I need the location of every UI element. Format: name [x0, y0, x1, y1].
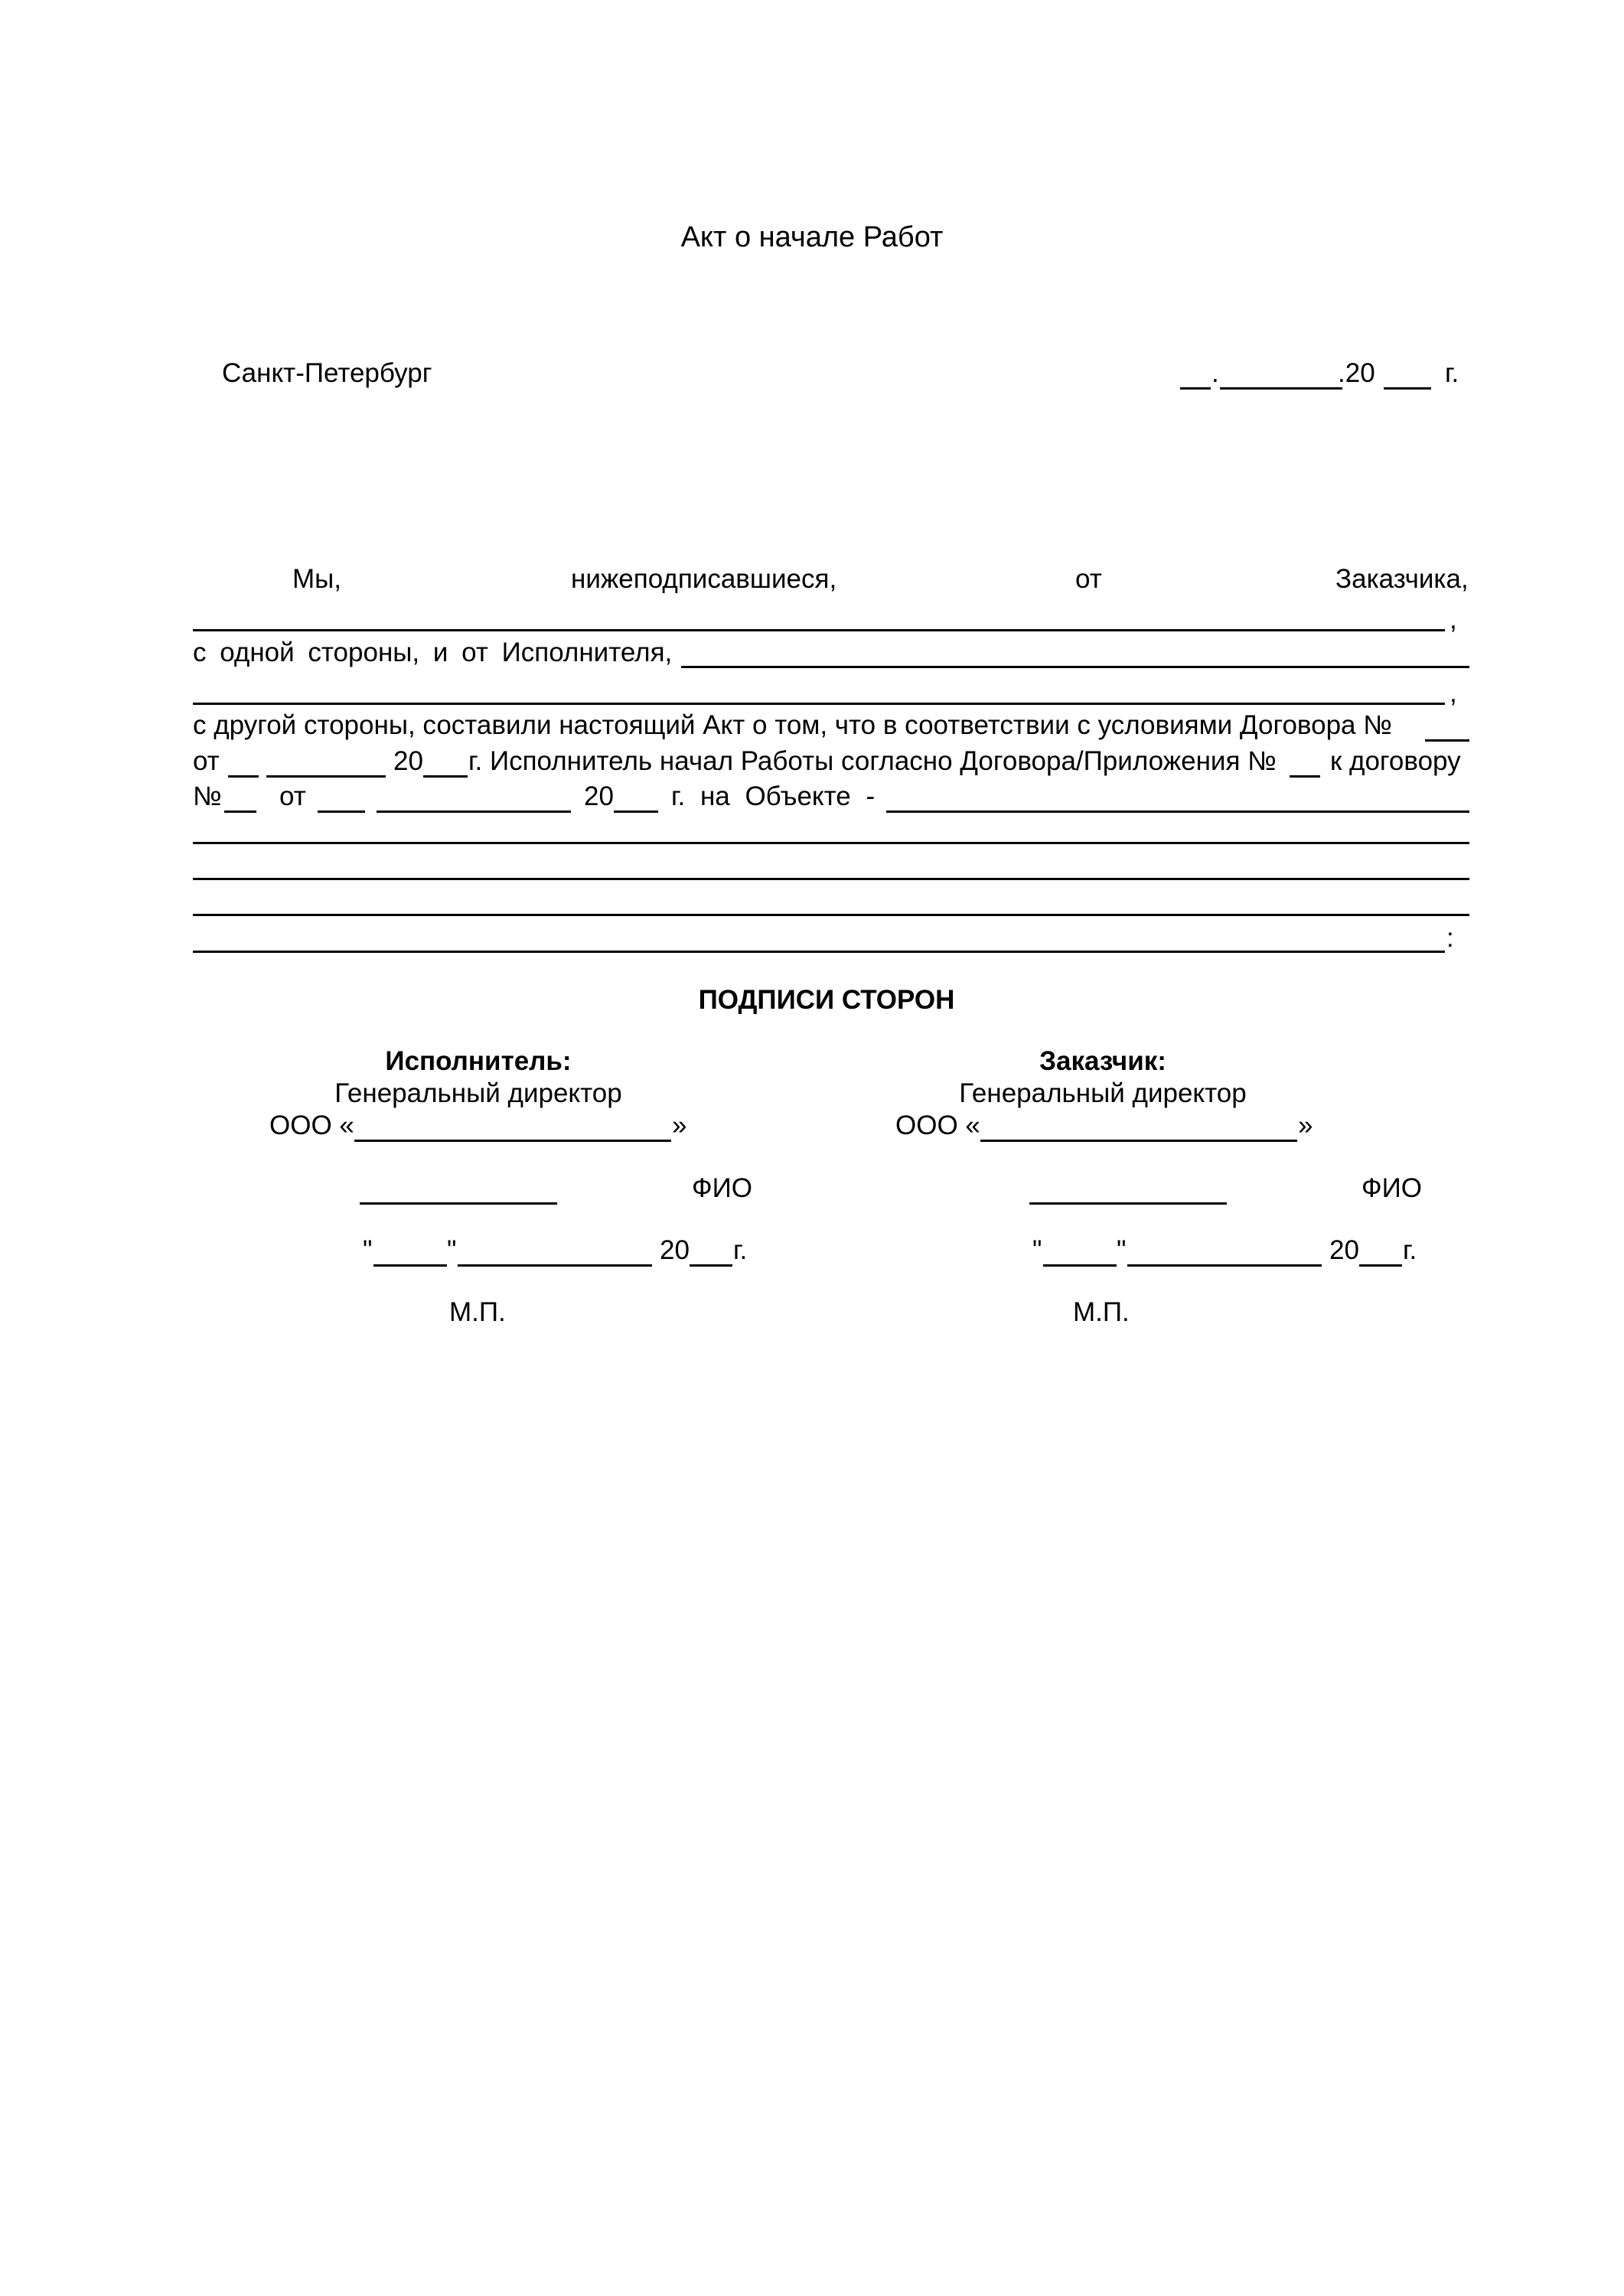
line-executor-text: с одной стороны, и от Исполнителя,	[193, 638, 673, 667]
executor-role: Исполнитель:	[385, 1046, 572, 1076]
customer-sign-month-blank[interactable]	[1127, 1264, 1322, 1267]
word-my: Мы,	[292, 564, 342, 594]
executor-signature-blank[interactable]	[360, 1202, 557, 1205]
l5-end: к договору	[1330, 746, 1461, 776]
comma-2: ,	[1450, 678, 1457, 708]
object-blank-2[interactable]	[193, 842, 1469, 844]
contract-month-blank[interactable]	[266, 775, 386, 778]
city: Санкт-Петербург	[222, 358, 432, 388]
customer-sign-g: г.	[1403, 1235, 1417, 1265]
executor-position: Генеральный директор	[334, 1078, 622, 1108]
object-blank-5[interactable]	[193, 951, 1445, 953]
contract-year-blank[interactable]	[423, 775, 468, 778]
customer-signature-blank[interactable]	[1029, 1202, 1227, 1205]
date-year-prefix: .20	[1338, 358, 1375, 388]
customer-role: Заказчик:	[1039, 1046, 1166, 1076]
executor-sign-year-prefix: 20	[660, 1235, 690, 1265]
l6-ot: от	[279, 781, 306, 811]
executor-stamp: М.П.	[449, 1297, 506, 1327]
date-suffix: г.	[1445, 358, 1459, 388]
word-ot: от	[1075, 564, 1102, 594]
signatures-heading: ПОДПИСИ СТОРОН	[698, 985, 955, 1015]
executor-org-blank[interactable]	[354, 1140, 671, 1142]
date-dot-1: .	[1211, 358, 1219, 388]
customer-org-prefix: ООО «	[895, 1110, 980, 1140]
executor-blank[interactable]	[681, 666, 1469, 668]
agreement-number-blank[interactable]	[224, 810, 256, 813]
line-other-side-text: с другой стороны, составили настоящий Акт о том, что в соответствии с условиями Договора №	[193, 710, 1392, 740]
l5-text: г. Исполнитель начал Работы согласно Договора/Приложения №	[468, 746, 1277, 776]
date-year-blank[interactable]	[1384, 387, 1431, 390]
executor-org-suffix: »	[672, 1110, 687, 1140]
comma-1: ,	[1450, 605, 1457, 634]
executor-sign-month-blank[interactable]	[458, 1264, 652, 1267]
l5-year-prefix: 20	[393, 746, 423, 776]
contract-day-blank[interactable]	[228, 775, 259, 778]
word-nizhepodpisavshiesya: нижеподписавшиеся,	[571, 564, 837, 594]
executor-quote-1: "	[363, 1235, 373, 1265]
agreement-day-blank[interactable]	[318, 810, 365, 813]
customer-fio: ФИО	[1361, 1173, 1422, 1203]
customer-quote-1: "	[1032, 1235, 1042, 1265]
object-blank[interactable]	[886, 810, 1469, 813]
colon: :	[1446, 923, 1454, 953]
customer-position: Генеральный директор	[959, 1078, 1247, 1108]
contract-number-blank[interactable]	[1425, 739, 1469, 742]
executor-sign-g: г.	[733, 1235, 748, 1265]
executor-fio: ФИО	[692, 1173, 752, 1203]
date-month-blank[interactable]	[1220, 387, 1342, 390]
executor-sign-year-blank[interactable]	[690, 1264, 732, 1267]
customer-sign-year-prefix: 20	[1329, 1235, 1359, 1265]
appendix-number-blank[interactable]	[1290, 775, 1320, 778]
l6-no: №	[193, 781, 222, 811]
word-zakazchika: Заказчика,	[1335, 564, 1469, 594]
executor-blank-2[interactable]	[193, 703, 1445, 705]
executor-quote-2: "	[447, 1235, 457, 1265]
l6-year-prefix: 20	[584, 781, 614, 811]
customer-org-suffix: »	[1298, 1110, 1313, 1140]
date-day-blank[interactable]	[1180, 387, 1211, 390]
executor-org-prefix: ООО «	[269, 1110, 354, 1140]
agreement-month-blank[interactable]	[377, 810, 571, 813]
customer-sign-day-blank[interactable]	[1043, 1264, 1117, 1267]
customer-quote-2: "	[1117, 1235, 1127, 1265]
customer-blank[interactable]	[193, 629, 1445, 631]
customer-sign-year-blank[interactable]	[1359, 1264, 1402, 1267]
object-blank-3[interactable]	[193, 878, 1469, 880]
l6-text: г. на Объекте -	[671, 781, 876, 811]
l5-ot: от	[193, 746, 220, 776]
agreement-year-blank[interactable]	[614, 810, 658, 813]
customer-org-blank[interactable]	[980, 1140, 1297, 1142]
customer-stamp: М.П.	[1073, 1297, 1130, 1327]
executor-sign-day-blank[interactable]	[373, 1264, 447, 1267]
object-blank-4[interactable]	[193, 914, 1469, 916]
document-title: Акт о начале Работ	[680, 221, 944, 253]
